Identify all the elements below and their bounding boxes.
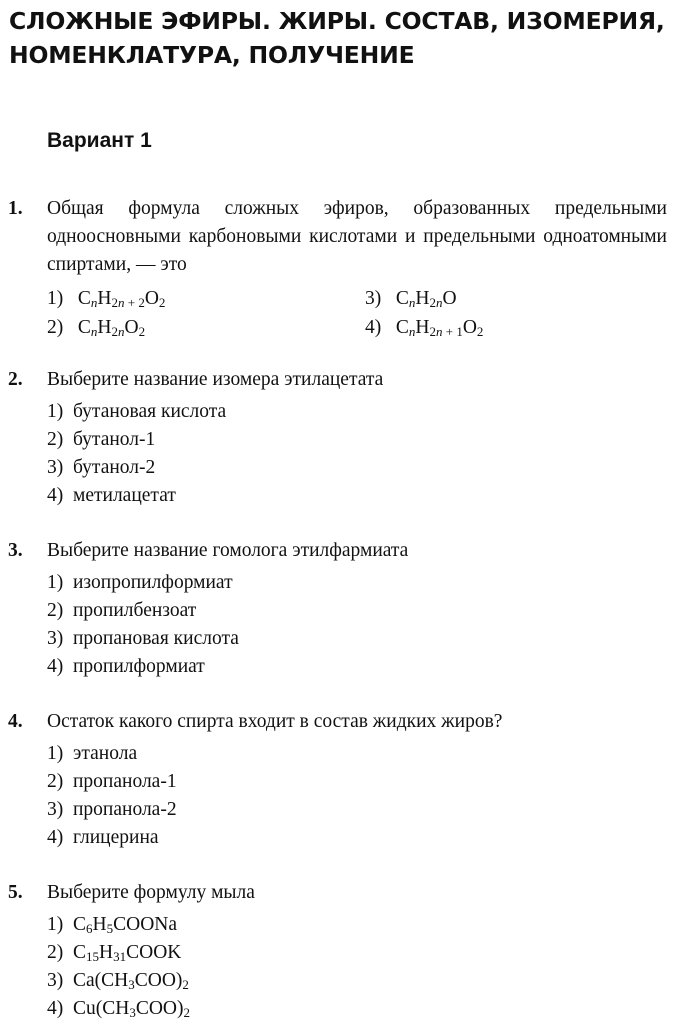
option-label: пропилформиат (73, 656, 205, 677)
answer-option-3[interactable] (47, 454, 677, 482)
question-text: Выберите формулу мыла (47, 882, 255, 903)
question-text: Выберите название изомера этилацетата (47, 369, 384, 390)
option-number: 1) (47, 288, 64, 309)
answer-option-4[interactable] (365, 314, 483, 342)
option-label: изопропилформиат (73, 572, 233, 593)
option-label: глицерина (73, 827, 159, 848)
option-number: 4) (47, 656, 64, 677)
option-number: 3) (47, 628, 64, 649)
option-number: 2) (47, 942, 64, 963)
option-label: бутанол-1 (73, 429, 156, 450)
option-label: пропанола-1 (73, 771, 177, 792)
answer-option-4[interactable] (47, 995, 677, 1023)
option-number: 1) (47, 743, 64, 764)
answer-option-4[interactable] (47, 482, 677, 510)
answer-option-1[interactable] (47, 398, 677, 426)
answer-option-3[interactable] (47, 796, 677, 824)
option-label: пропилбензоат (73, 600, 197, 621)
formula-c6h5coona: $C_6H_5COONa$ (73, 914, 178, 936)
option-number: 1) (47, 401, 64, 422)
answer-option-3[interactable] (365, 285, 457, 313)
formula-cnh2no2: $C_nH_{2n}O_2$ (77, 317, 146, 339)
answer-option-2[interactable] (47, 597, 677, 625)
question-text: Выберите название гомолога этилфармиата (47, 540, 409, 561)
question-number: 1. (8, 198, 23, 219)
question-number: 5. (8, 882, 23, 903)
question-5 (0, 879, 677, 1023)
question-number: 4. (8, 711, 23, 732)
question-number: 2. (8, 369, 23, 390)
answer-options (47, 285, 677, 343)
answer-options (47, 740, 677, 852)
option-label: этанола (73, 743, 138, 764)
option-number: 1) (47, 572, 64, 593)
page-title: СЛОЖНЫЕ ЭФИРЫ. ЖИРЫ. СОСТАВ, ИЗОМЕРИЯ, НОМЕНКЛАТУРА, ПОЛУЧЕНИЕ (9, 7, 665, 69)
answer-options (47, 911, 677, 1023)
question-4 (0, 708, 677, 852)
option-number: 1) (47, 914, 64, 935)
answer-option-1[interactable] (47, 285, 165, 313)
formula-cnh2n2o2: $C_nH_{2n + 2}O_2$ (77, 288, 166, 310)
option-number: 2) (47, 317, 64, 338)
formula-ca-acetate: $Ca(CH_3COO)_2$ (73, 970, 189, 992)
answer-option-2[interactable] (47, 426, 677, 454)
option-number: 4) (365, 317, 382, 338)
question-number: 3. (8, 540, 23, 561)
option-number: 2) (47, 429, 64, 450)
option-label: пропановая кислота (73, 628, 239, 649)
variant-heading: Вариант 1 (47, 129, 152, 152)
question-text: Общая формула сложных эфиров, образованных предельными одноосновными карбоновыми кислотами и предельными одноатомными спиртами, — это (47, 198, 667, 275)
option-number: 4) (47, 998, 64, 1019)
formula-cnh2n1o2: $C_nH_{2n + 1}O_2$ (395, 317, 484, 339)
option-number: 3) (365, 288, 382, 309)
answer-option-1[interactable] (47, 911, 677, 939)
answer-option-4[interactable] (47, 824, 677, 852)
answer-option-1[interactable] (47, 569, 677, 597)
question-text: Остаток какого спирта входит в состав жидких жиров? (47, 711, 503, 732)
question-3 (0, 537, 677, 681)
formula-cu-acetate: $Cu(CH_3COO)_2$ (73, 998, 191, 1020)
option-number: 3) (47, 970, 64, 991)
answer-options (47, 398, 677, 510)
formula-cnh2no: $C_nH_{2n}O$ (395, 288, 457, 310)
option-number: 3) (47, 457, 64, 478)
answer-option-1[interactable] (47, 740, 677, 768)
option-number: 4) (47, 827, 64, 848)
option-number: 3) (47, 799, 64, 820)
answer-option-2[interactable] (47, 939, 677, 967)
option-label: бутанол-2 (73, 457, 156, 478)
answer-option-3[interactable] (47, 625, 677, 653)
formula-c15h31cook: $C_{15}H_{31}COOK$ (73, 942, 182, 964)
question-2 (0, 366, 677, 510)
option-label: пропанола-2 (73, 799, 177, 820)
option-number: 2) (47, 771, 64, 792)
answer-option-2[interactable] (47, 768, 677, 796)
answer-options (47, 569, 677, 681)
answer-option-3[interactable] (47, 967, 677, 995)
option-label: метилацетат (73, 485, 176, 506)
option-number: 4) (47, 485, 64, 506)
answer-option-2[interactable] (47, 314, 145, 342)
option-number: 2) (47, 600, 64, 621)
option-label: бутановая кислота (73, 401, 227, 422)
question-1 (0, 195, 677, 343)
answer-option-4[interactable] (47, 653, 677, 681)
